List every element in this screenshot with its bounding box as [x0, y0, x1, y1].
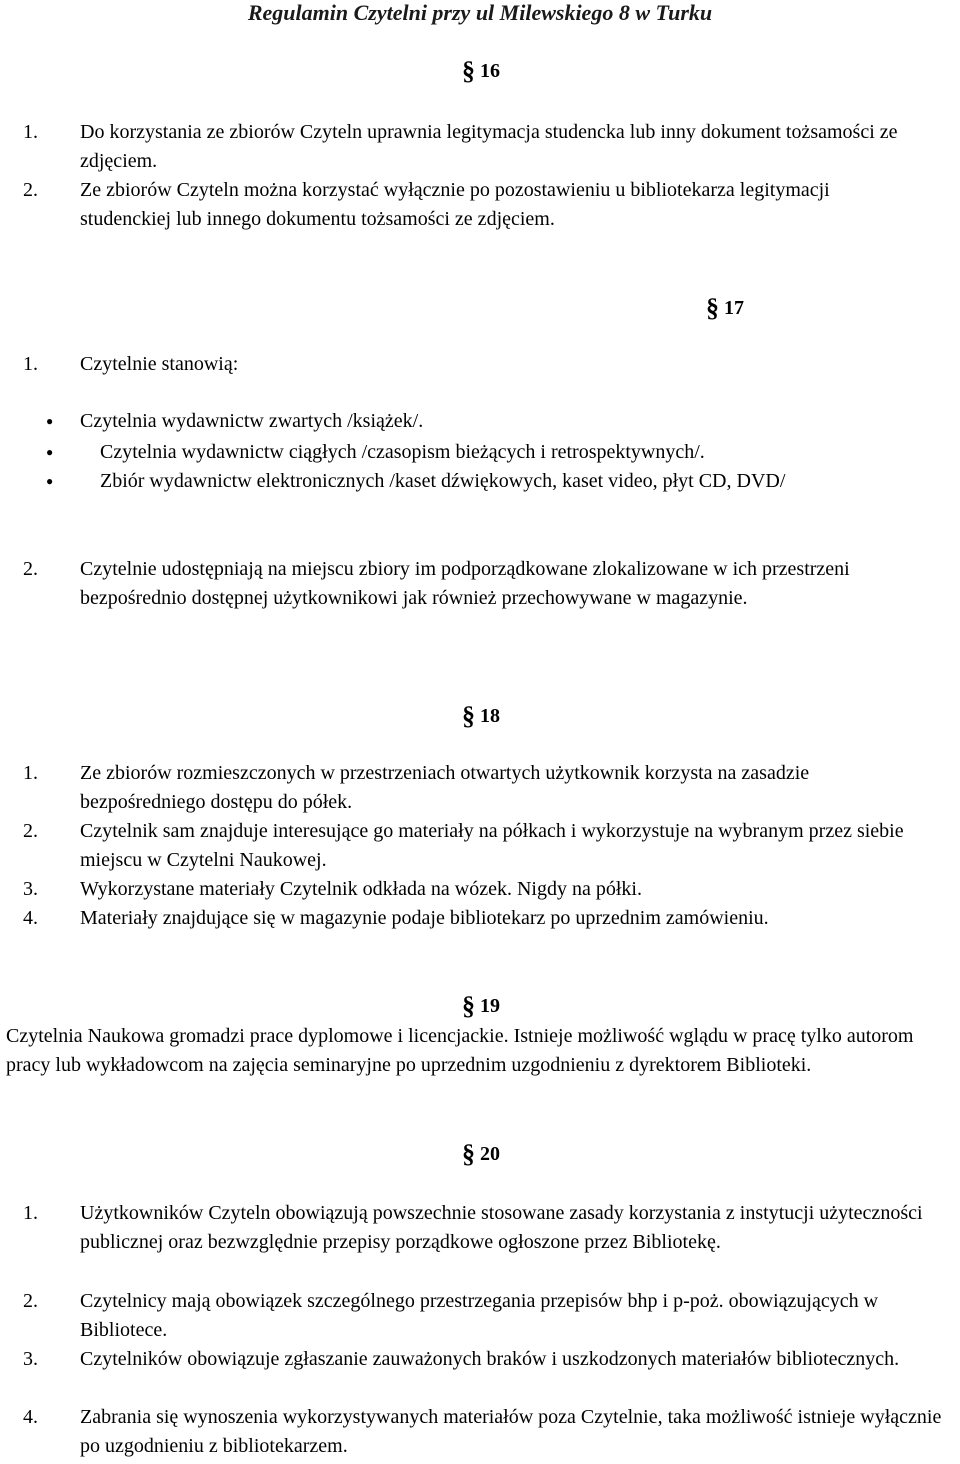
item-number: 2. — [23, 179, 38, 201]
list-item — [6, 176, 906, 234]
item-number: 1. — [23, 762, 38, 784]
item-text: Czytelnik sam znajduje interesujące go materiały na półkach i wykorzystuje na wybranym przez siebie miejscu w Czytelni Naukowej. — [80, 820, 904, 871]
section-symbol: § — [462, 1139, 475, 1168]
item-number: 1. — [23, 121, 38, 143]
list-item — [6, 817, 916, 875]
list-item — [6, 1403, 951, 1461]
list-item — [6, 1345, 960, 1403]
section-18-heading — [462, 701, 500, 731]
item-number: 4. — [23, 907, 38, 929]
item-text: Czytelnicy mają obowiązek szczególnego przestrzegania przepisów bhp i p-poż. obowiązujących w Bibliotece. — [80, 1290, 879, 1341]
bullet-item — [46, 407, 926, 436]
item-number: 2. — [23, 820, 38, 842]
item-text: Zabrania się wynoszenia wykorzystywanych materiałów poza Czytelnie, taka możliwość istnieje wyłącznie po uzgodnieniu z bibliotekarzem. — [80, 1406, 942, 1457]
bullet-icon: ● — [46, 445, 54, 459]
list-item — [6, 1199, 951, 1286]
bullet-text: Czytelnia wydawnictw ciągłych /czasopism bieżących i retrospektywnych/. — [100, 441, 705, 463]
section-19-paragraph: Czytelnia Naukowa gromadzi prace dyplomowe i licencjackie. Istnieje możliwość wglądu w pracę tylko autorom pracy lub wykładowcom na zajęcia seminaryjne po uprzednim uzgodnieniu z dyrektorem Biblioteki. — [6, 1025, 914, 1076]
list-item — [6, 904, 960, 933]
section-16-heading — [462, 56, 500, 86]
list-item — [6, 555, 946, 645]
item-text: Czytelników obowiązuje zgłaszanie zauważonych braków i uszkodzonych materiałów bibliotecznych. — [80, 1348, 900, 1370]
bullet-icon: ● — [46, 414, 54, 428]
list-item — [6, 875, 936, 904]
item-text: Materiały znajdujące się w magazynie podaje bibliotekarz po uprzednim zamówieniu. — [80, 907, 769, 929]
section-17-heading — [706, 293, 744, 323]
bullet-text: Zbiór wydawnictw elektronicznych /kaset dźwiękowych, kaset video, płyt CD, DVD/ — [100, 470, 786, 492]
item-text: Ze zbiorów rozmieszczonych w przestrzeniach otwartych użytkownik korzysta na zasadzie bezpośredniego dostępu do półek. — [80, 762, 810, 813]
bullet-item — [46, 467, 916, 525]
section-20-heading — [462, 1139, 500, 1169]
item-number: 2. — [23, 1290, 38, 1312]
item-number: 3. — [23, 878, 38, 900]
section-symbol: § — [462, 701, 475, 730]
item-number: 4. — [23, 1406, 38, 1428]
list-item — [6, 350, 906, 379]
section-symbol: § — [462, 56, 475, 85]
bullet-icon: ● — [46, 474, 54, 488]
section-number: 17 — [724, 297, 744, 319]
item-number: 1. — [23, 353, 38, 375]
item-text: Ze zbiorów Czyteln można korzystać wyłącznie po pozostawieniu u bibliotekarza legitymacji studenckiej lub innego dokumentu tożsamości ze zdjęciem. — [80, 179, 830, 230]
section-number: 18 — [480, 705, 500, 727]
item-text: Czytelnie udostępniają na miejscu zbiory im podporządkowane zlokalizowane w ich przestrzeni bezpośrednio dostępnej użytkownikowi jak również przechowywane w magazynie. — [80, 558, 850, 609]
item-text: Użytkowników Czyteln obowiązują powszechnie stosowane zasady korzystania z instytucji użyteczności publicznej oraz bezwzględnie przepisy porządkowe ogłoszone przez Bibliotekę. — [80, 1202, 923, 1253]
item-text: Czytelnie stanowią: — [80, 353, 239, 375]
list-item — [6, 1287, 951, 1345]
section-symbol: § — [462, 991, 475, 1020]
section-number: 20 — [480, 1143, 500, 1165]
bullet-text: Czytelnia wydawnictw zwartych /książek/. — [80, 410, 424, 432]
list-item — [6, 759, 916, 817]
item-number: 1. — [23, 1202, 38, 1224]
section-19-heading — [462, 991, 500, 1021]
section-number: 16 — [480, 60, 500, 82]
document-title: Regulamin Czytelni przy ul Milewskiego 8 w Turku — [247, 0, 713, 25]
section-number: 19 — [480, 995, 500, 1017]
item-number: 3. — [23, 1348, 38, 1370]
item-number: 2. — [23, 558, 38, 580]
list-item — [6, 118, 906, 176]
item-text: Wykorzystane materiały Czytelnik odkłada na wózek. Nigdy na półki. — [80, 878, 642, 900]
item-text: Do korzystania ze zbiorów Czyteln uprawnia legitymacja studencka lub inny dokument tożsamości ze zdjęciem. — [80, 121, 898, 172]
section-symbol: § — [706, 293, 719, 322]
bullet-item — [46, 438, 926, 467]
